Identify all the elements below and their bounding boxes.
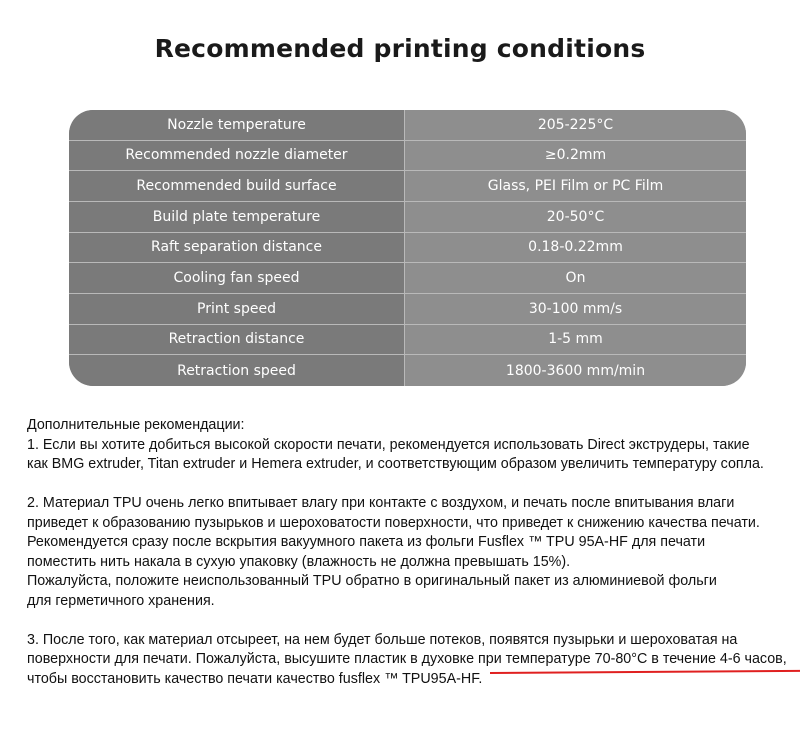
note-2-line: 2. Материал TPU очень легко впитывает влагу при контакте с воздухом, и печать после впитывания влаги [27,495,735,511]
note-2-line: Пожалуйста, положите неиспользованный TPU обратно в оригинальный пакет из алюминиевой фольги [27,573,717,589]
row-value: 1-5 mm [405,325,746,356]
note-2-line: приведет к образованию пузырьков и шероховатости поверхности, что приведет к снижению качества печати. [27,514,760,531]
recommendations-text [27,416,797,689]
note-2-line: для герметичного хранения. [27,592,215,609]
notes-heading: Дополнительные рекомендации: [27,417,245,433]
row-label: Print speed [69,294,405,325]
note-1-line: как BMG extruder, Titan extruder и Hemera extruder, и соответствующим образом увеличить температуру сопла. [27,456,764,472]
note-2-line: поместить нить накала в сухую упаковку (влажность не должна превышать 15%). [27,553,571,570]
row-value: 0.18-0.22mm [405,233,746,264]
row-label: Nozzle temperature [69,110,405,141]
note-3-line: поверхности для печати. Пожалуйста, высушите пластик в духовке при температуре 70-80°C в течение 4-6 часов, [27,651,787,667]
note-1-line: 1. Если вы хотите добиться высокой скорости печати, рекомендуется использовать Direct экструдеры, такие [27,436,750,453]
row-value: Glass, PEI Film or PC Film [405,171,746,202]
row-value: 20-50°C [405,202,746,233]
row-label: Cooling fan speed [69,263,405,294]
row-value: On [405,263,746,294]
row-value: 205-225°C [405,110,746,141]
page-title: Recommended printing conditions [154,34,646,63]
row-label: Raft separation distance [69,233,405,264]
note-3-line: 3. После того, как материал отсыреет, на нем будет больше потеков, появятся пузырьки и шероховатая на [27,631,738,648]
printing-conditions-table [69,110,746,386]
note-3-line: чтобы восстановить качество печати качество fusflex ™ TPU95A-HF. [27,670,483,687]
row-label: Retraction distance [69,325,405,356]
note-2-line: Рекомендуется сразу после вскрытия вакуумного пакета из фольги Fusflex ™ TPU 95A-HF для печати [27,534,706,550]
row-label: Recommended build surface [69,171,405,202]
row-label: Build plate temperature [69,202,405,233]
row-value: 30-100 mm/s [405,294,746,325]
row-value: 1800-3600 mm/min [405,355,746,386]
row-value: ≥0.2mm [405,141,746,172]
row-label: Recommended nozzle diameter [69,141,405,172]
row-label: Retraction speed [69,355,405,386]
